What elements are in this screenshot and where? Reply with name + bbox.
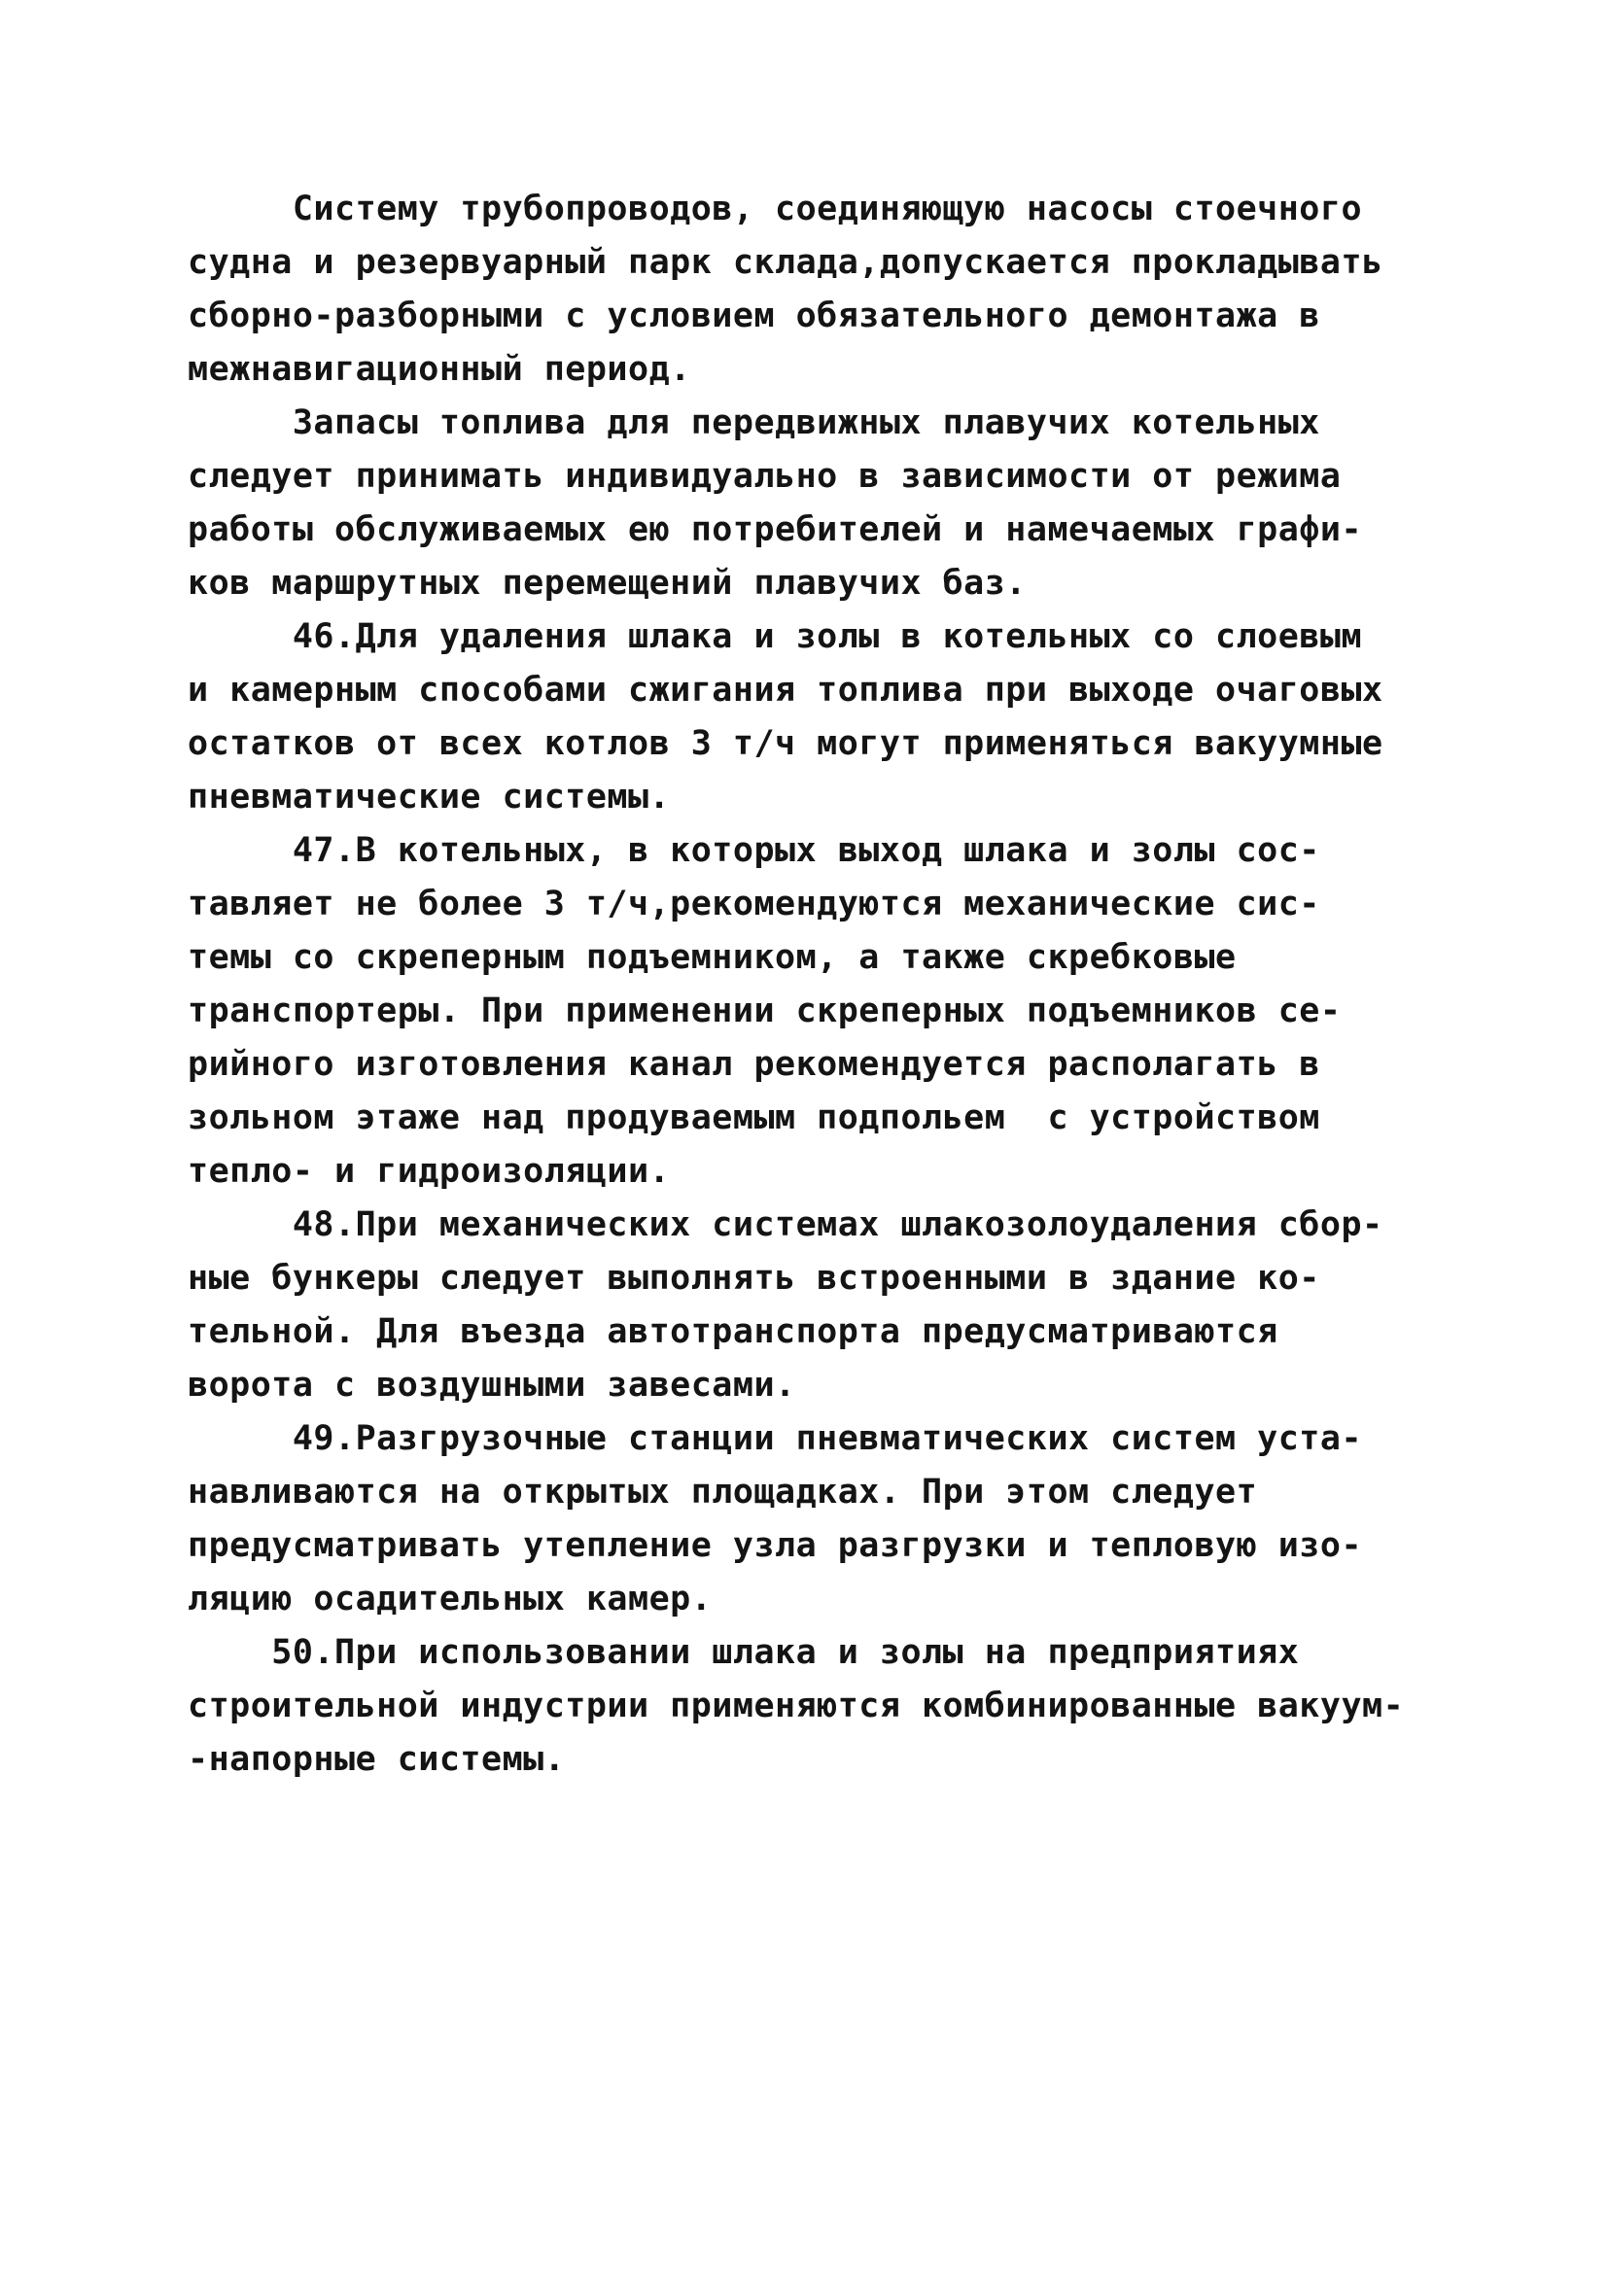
text-line: и камерным способами сжигания топлива при выходе очаговых xyxy=(188,671,1383,710)
text-line: Систему трубопроводов, соединяющую насосы стоечного xyxy=(188,190,1363,228)
text-line: 48.При механических системах шлакозолоудаления сбор- xyxy=(188,1205,1383,1244)
text-line: 50.При использовании шлака и золы на предприятиях xyxy=(188,1633,1300,1672)
text-line: Запасы топлива для передвижных плавучих котельных xyxy=(188,403,1320,442)
text-line: ляцию осадительных камер. xyxy=(188,1580,713,1618)
text-line: пневматические системы. xyxy=(188,778,671,817)
text-line: межнавигационный период. xyxy=(188,350,691,389)
text-line: работы обслуживаемых ею потребителей и намечаемых графи- xyxy=(188,510,1363,549)
text-line: тепло- и гидроизоляции. xyxy=(188,1152,671,1191)
text-line: сборно-разборными с условием обязательного демонтажа в xyxy=(188,296,1320,335)
text-line: 46.Для удаления шлака и золы в котельных со слоевым xyxy=(188,617,1363,656)
text-line: 49.Разгрузочные станции пневматических систем уста- xyxy=(188,1419,1363,1458)
text-line: ные бункеры следует выполнять встроенными в здание ко- xyxy=(188,1259,1320,1298)
text-line: транспортеры. При применении скреперных подъемников се- xyxy=(188,991,1342,1030)
text-line: темы со скреперным подъемником, а также скребковые xyxy=(188,938,1237,977)
text-line: рийного изготовления канал рекомендуется располагать в xyxy=(188,1045,1320,1084)
text-line: тавляет не более 3 т/ч,рекомендуются механические сис- xyxy=(188,885,1320,923)
text-line: зольном этаже над продуваемым подпольем с устройством xyxy=(188,1098,1320,1137)
text-line: -напорные системы. xyxy=(188,1740,566,1779)
text-line: навливаются на открытых площадках. При этом следует xyxy=(188,1473,1258,1512)
text-line: остатков от всех котлов 3 т/ч могут применяться вакуумные xyxy=(188,724,1383,763)
document-body xyxy=(188,183,1451,1787)
text-line: тельной. Для въезда автотранспорта предусматриваются xyxy=(188,1312,1278,1351)
text-line: 47.В котельных, в которых выход шлака и золы сос- xyxy=(188,831,1320,870)
text-line: ков маршрутных перемещений плавучих баз. xyxy=(188,564,1027,603)
text-line: следует принимать индивидуально в зависимости от режима xyxy=(188,457,1342,496)
text-line: строительной индустрии применяются комбинированные вакуум- xyxy=(188,1687,1405,1725)
text-line: предусматривать утепление узла разгрузки и тепловую изо- xyxy=(188,1526,1363,1565)
text-line: судна и резервуарный парк склада,допускается прокладывать xyxy=(188,243,1383,282)
text-line: ворота с воздушными завесами. xyxy=(188,1366,796,1405)
